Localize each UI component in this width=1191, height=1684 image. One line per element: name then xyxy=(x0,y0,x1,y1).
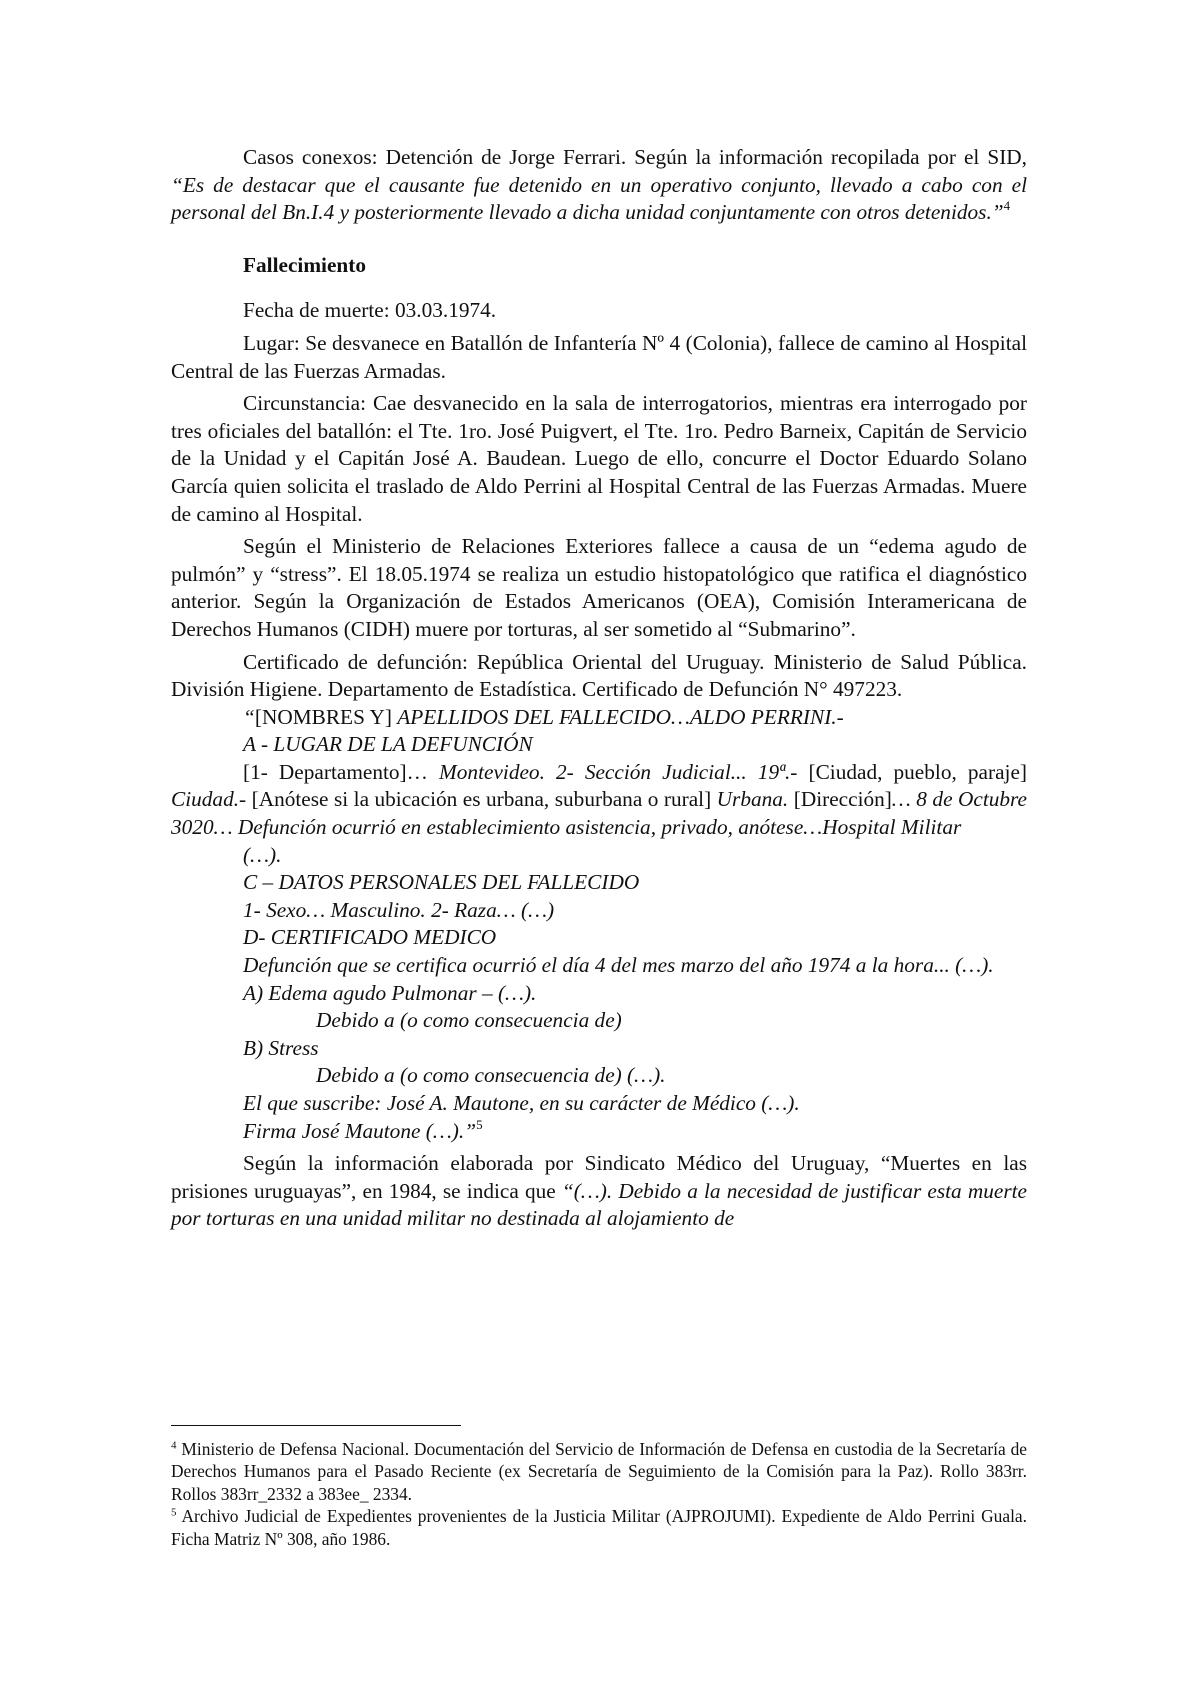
cert-line-debido-b: Debido a (o como consecuencia de) (…). xyxy=(316,1063,666,1088)
cert-line-datos-heading: C – DATOS PERSONALES DEL FALLECIDO xyxy=(243,870,640,895)
cert-line-defuncion: Defunción que se certifica ocurrió el día 4 del mes marzo del año 1974 a la hora... (…). xyxy=(243,953,994,978)
certificate-quote xyxy=(171,704,1027,1146)
cert-line-sexo: 1- Sexo… Masculino. 2- Raza… (…) xyxy=(243,897,555,922)
paragraph-ministerio: Según el Ministerio de Relaciones Exteriores fallece a causa de un “edema agudo de pulmón” y “stress”. El 18.05.1974 se realiza un estudio histopatológico que ratifica el diagnóstico anterior. Según la Organización de Estados Americanos (OEA), Comisión Interamericana de Derechos Humanos (CIDH) muere por torturas, al ser sometido al “Submarino”. xyxy=(171,534,1027,641)
section-heading: Fallecimiento xyxy=(243,252,367,277)
cert-line-causa-b: B) Stress xyxy=(243,1035,319,1060)
paragraph-fecha: Fecha de muerte: 03.03.1974. xyxy=(243,298,497,323)
footnote-ref-4[interactable]: 4 xyxy=(1003,198,1011,214)
cert-line-ellipsis: (…). xyxy=(243,842,282,867)
paragraph-lugar: Lugar: Se desvanece en Batallón de Infantería Nº 4 (Colonia), fallece de camino al Hospital Central de las Fuerzas Armadas. xyxy=(171,330,1027,383)
paragraph-casos-conexos xyxy=(171,144,1027,227)
cert-line-departamento: [1- Departamento]… Montevideo. 2- Sección Judicial... 19ª.- [Ciudad, pueblo, paraje] Ciudad.- [Anótese si la ubicación es urbana, suburbana o rural] Urbana. [Dirección]… 8 de Octubre 3020… Defunción ocurrió en establecimiento asistencia, privado, anótese…Hospital Militar xyxy=(171,759,1027,840)
cert-line-nombres: “[NOMBRES Y] APELLIDOS DEL FALLECIDO…ALDO PERRINI.- xyxy=(243,704,844,729)
cert-line-lugar-heading: A - LUGAR DE LA DEFUNCIÓN xyxy=(243,732,533,757)
footnote-number: 4 xyxy=(171,1439,177,1452)
footnote-text: Archivo Judicial de Expedientes provenientes de la Justicia Militar (AJPROJUMI). Expediente de Aldo Perrini Guala. Ficha Matriz Nº 308, año 1986. xyxy=(171,1506,1027,1549)
footnote-number: 5 xyxy=(171,1506,177,1519)
footnote-4 xyxy=(171,1438,1027,1505)
footnote-text: Ministerio de Defensa Nacional. Documentación del Servicio de Información de Defensa en custodia de la Secretaría de Derechos Humanos para el Pasado Reciente (ex Secretaría de Seguimiento de la Comisión para la Paz). Rollo 383rr. Rollos 383rr_2332 a 383ee_ 2334. xyxy=(171,1439,1027,1504)
cert-line-suscribe: El que suscribe: José A. Mautone, en su carácter de Médico (…). xyxy=(243,1091,800,1115)
cert-line-causa-a: A) Edema agudo Pulmonar – (…). xyxy=(243,980,537,1005)
casos-quote: “Es de destacar que el causante fue detenido en un operativo conjunto, llevado a cabo con el personal del Bn.I.4 y posteriormente llevado a dicha unidad conjuntamente con otros detenidos.” xyxy=(171,172,1027,225)
footnote-separator xyxy=(171,1425,461,1426)
cert-line-medico-heading: D- CERTIFICADO MEDICO xyxy=(243,925,497,950)
footnotes-section xyxy=(171,1425,1027,1550)
paragraph-circunstancia: Circunstancia: Cae desvanecido en la sala de interrogatorios, mientras era interrogado por tres oficiales del batallón: el Tte. 1ro. José Puigvert, el Tte. 1ro. Pedro Barneix, Capitán de Servicio de la Unidad y el Capitán José A. Baudean. Luego de ello, concurre el Doctor Eduardo Solano García quien solicita el traslado de Aldo Perrini al Hospital Central de las Fuerzas Armadas. Muere de camino al Hospital. xyxy=(171,391,1027,526)
footnote-ref-5[interactable]: 5 xyxy=(476,1116,483,1132)
cert-line-firma: Firma José Mautone (…).”$^5$ xyxy=(243,1116,483,1143)
footnote-5 xyxy=(171,1505,1027,1550)
paragraph-certificado: Certificado de defunción: República Oriental del Uruguay. Ministerio de Salud Pública. División Higiene. Departamento de Estadística. Certificado de Defunción N° 497223. xyxy=(171,649,1027,702)
cert-line-debido-a: Debido a (o como consecuencia de) xyxy=(316,1008,622,1033)
paragraph-sindicato: Según la información elaborada por Sindicato Médico del Uruguay, “Muertes en las prisiones uruguayas”, en 1984, se indica que “(…). Debido a la necesidad de justificar esta muerte por torturas en una unidad militar no destinada al alojamiento de xyxy=(171,1151,1027,1231)
casos-text: Casos conexos: Detención de Jorge Ferrari. Según la información recopilada por el SID, xyxy=(243,145,1027,169)
document-page xyxy=(171,144,1027,1233)
